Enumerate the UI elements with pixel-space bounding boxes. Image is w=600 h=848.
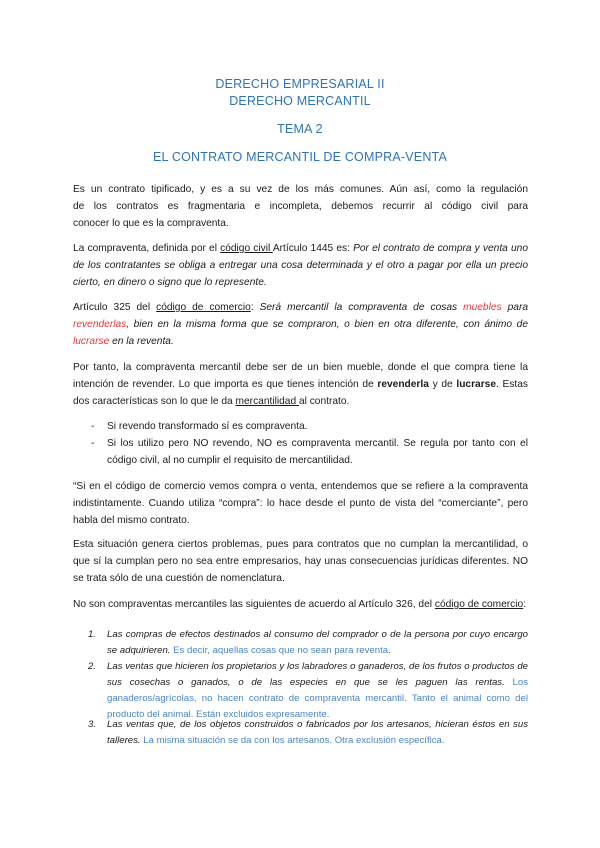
definition-lead: La compraventa, definida por el	[73, 243, 221, 254]
definition-paragraph	[73, 240, 528, 291]
list-number: 1.	[88, 629, 96, 640]
highlight-muebles: muebles	[463, 302, 502, 313]
tema-heading: TEMA 2	[277, 122, 323, 136]
list-quote: Las compras de efectos destinados al consumo del comprador o de la persona por cuyo encargo se adquirieren.	[107, 629, 528, 656]
quote-text: Será mercantil la compraventa de cosas	[259, 302, 464, 313]
list-item	[107, 627, 528, 659]
explanation-text: al contrato.	[298, 396, 350, 407]
list-note: Es decir, aquellas cosas que no sean para reventa.	[173, 645, 391, 656]
intro-line: Es un contrato tipificado, y es a su vez de los más comunes. Aún así, como la regulación	[73, 184, 528, 195]
codigo-comercio-note: “Si en el código de comercio vemos compra o venta, entendemos que se refiere a la compraventa indistintamente. Cuando utiliza “compra”: lo hace desde el punto de vista del “comerciante”, pero habla del mismo contrato.	[73, 481, 528, 526]
article-325-colon: :	[250, 302, 260, 313]
quote-text: en la reventa.	[109, 336, 174, 347]
list-item	[107, 659, 528, 723]
explanation-text: Por tanto, la compraventa mercantil debe ser de un bien mueble, donde el que compra tiene la intención de revender. Lo que importa es que tienes intención de	[73, 362, 528, 390]
intro-paragraph	[73, 181, 528, 232]
intro-line: conocer lo que es la compraventa.	[73, 218, 229, 229]
explanation-text: y de	[428, 379, 457, 390]
bullet-dash: -	[91, 421, 95, 432]
bullet-item: Si los utilizo pero NO revendo, NO es compraventa mercantil. Se regula por tanto con el código civil, al no cumplir el requisito de mercantilidad.	[107, 438, 528, 466]
mercantilidad-link[interactable]: mercantilidad	[235, 396, 299, 407]
codigo-comercio-link[interactable]: código de comercio	[156, 302, 251, 313]
subject-title: DERECHO MERCANTIL	[229, 94, 371, 108]
list-quote: Las ventas que hicieren los propietarios y los labradores o ganaderos, de los frutos o productos de sus cosechas o ganados, o de las especies en que se les paguen las rentas.	[107, 661, 528, 688]
bullet-dash: -	[91, 438, 95, 449]
problems-paragraph: Esta situación genera ciertos problemas, pues para contratos que no cumplan la mercantilidad, o que sí la cumplan pero no sea entre empresarios, hay unas consecuencias jurídicas diferentes. NO se trata sólo de una cuestión de nomenclatura.	[73, 539, 528, 584]
article-ref: Artículo 1445 es:	[272, 243, 354, 254]
list-quote: Las ventas que, de los objetos construidos o fabricados por los artesanos, hicieran éstos en sus talleres.	[107, 719, 528, 746]
codigo-civil-link[interactable]: código civil	[220, 243, 273, 254]
list-item	[107, 717, 528, 749]
list-number: 2.	[88, 661, 96, 672]
quote-text: para	[501, 302, 529, 313]
course-title: DERECHO EMPRESARIAL II	[215, 77, 385, 91]
bold-lucrarse: lucrarse	[456, 379, 497, 390]
list-note: Los ganaderos/agrícolas, no hacen contrato de compraventa mercantil. Tanto el animal como del producto del animal. Están excluidos expresamente.	[107, 677, 528, 720]
article-325-lead: Artículo 325 del	[73, 302, 157, 313]
bullet-item: Si revendo transformado sí es compraventa.	[107, 421, 308, 432]
list-note: La misma situación se da con los artesanos. Otra exclusión específica.	[143, 735, 445, 746]
highlight-revenderlas: revenderlas	[73, 319, 127, 330]
exclusions-lead: No son compraventas mercantiles las siguientes de acuerdo al Artículo 326, del	[73, 599, 435, 610]
codigo-comercio-link-2[interactable]: código de comercio	[434, 599, 524, 610]
bold-revenderla: revenderla	[377, 379, 429, 390]
explanation-paragraph	[73, 359, 528, 410]
article-325-paragraph	[73, 299, 528, 350]
list-number: 3.	[88, 719, 96, 730]
highlight-lucrarse: lucrarse	[73, 336, 110, 347]
quote-text: , bien en la misma forma que se compraron, o bien en otra diferente, con ánimo de	[126, 319, 528, 330]
article-quote: Por el contrato de compra y venta uno de los contratantes se obliga a entregar una cosa determinada y el otro a pagar por ella un precio cierto, en dinero o signo que lo represente.	[73, 243, 528, 288]
exclusions-colon: :	[523, 599, 527, 610]
intro-line: de los contratos es fragmentaria e incompleta, debemos recurrir al código civil para	[73, 201, 528, 212]
explanation-text: . Estas dos características son lo que le da	[73, 379, 528, 407]
topic-heading: EL CONTRATO MERCANTIL DE COMPRA-VENTA	[152, 150, 447, 164]
exclusions-intro	[73, 596, 528, 613]
